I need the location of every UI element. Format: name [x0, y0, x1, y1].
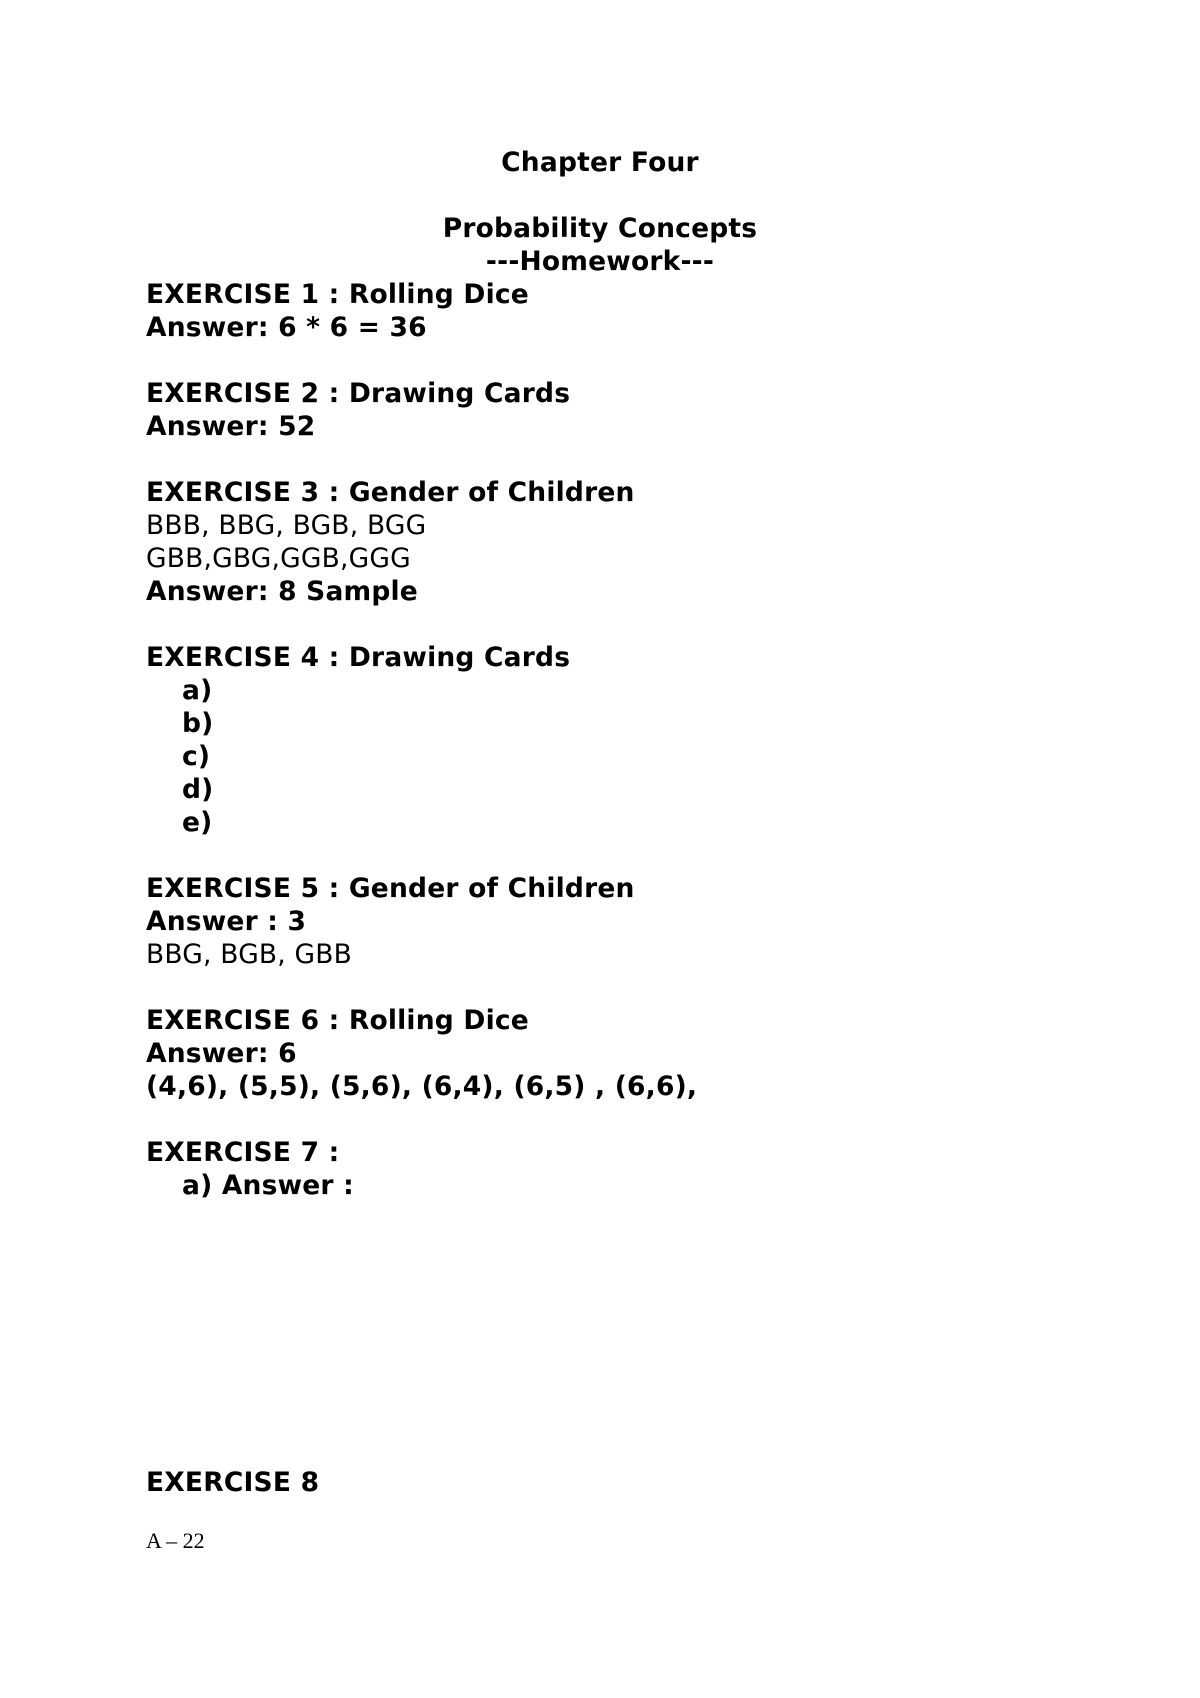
exercise-1-title: EXERCISE 1 : Rolling Dice	[146, 279, 529, 310]
exercise-2-title: EXERCISE 2 : Drawing Cards	[146, 378, 571, 409]
exercise-7-item-a: a) Answer :	[182, 1170, 354, 1201]
exercise-3-outcomes-2: GBB,GBG,GGB,GGG	[146, 543, 411, 574]
section-heading: ---Homework---	[485, 246, 715, 277]
exercise-4-item-c: c)	[182, 741, 211, 772]
exercise-6-title: EXERCISE 6 : Rolling Dice	[146, 1005, 529, 1036]
exercise-7-title: EXERCISE 7 :	[146, 1137, 340, 1168]
exercise-1-answer: Answer: 6 * 6 = 36	[146, 312, 427, 343]
exercise-4-item-d: d)	[182, 774, 214, 805]
exercise-5-outcomes: BBG, BGB, GBB	[146, 939, 353, 970]
exercise-2-answer: Answer: 52	[146, 411, 316, 442]
topic-title: Probability Concepts	[442, 213, 758, 244]
exercise-6-pairs: (4,6), (5,5), (5,6), (6,4), (6,5) , (6,6),	[146, 1071, 698, 1102]
chapter-title: Chapter Four	[501, 147, 699, 178]
exercise-6-answer: Answer: 6	[146, 1038, 297, 1069]
exercise-5-title: EXERCISE 5 : Gender of Children	[146, 873, 635, 904]
exercise-3-outcomes-1: BBB, BBG, BGB, BGG	[146, 510, 427, 541]
exercise-3-answer: Answer: 8 Sample	[146, 576, 418, 607]
exercise-4-item-b: b)	[182, 708, 214, 739]
exercise-4-title: EXERCISE 4 : Drawing Cards	[146, 642, 571, 673]
exercise-3-title: EXERCISE 3 : Gender of Children	[146, 477, 635, 508]
exercise-4-item-e: e)	[182, 807, 213, 838]
exercise-4-item-a: a)	[182, 675, 213, 706]
exercise-5-answer: Answer : 3	[146, 906, 307, 937]
exercise-8-title: EXERCISE 8	[146, 1467, 320, 1498]
page-number: A – 22	[146, 1528, 205, 1553]
